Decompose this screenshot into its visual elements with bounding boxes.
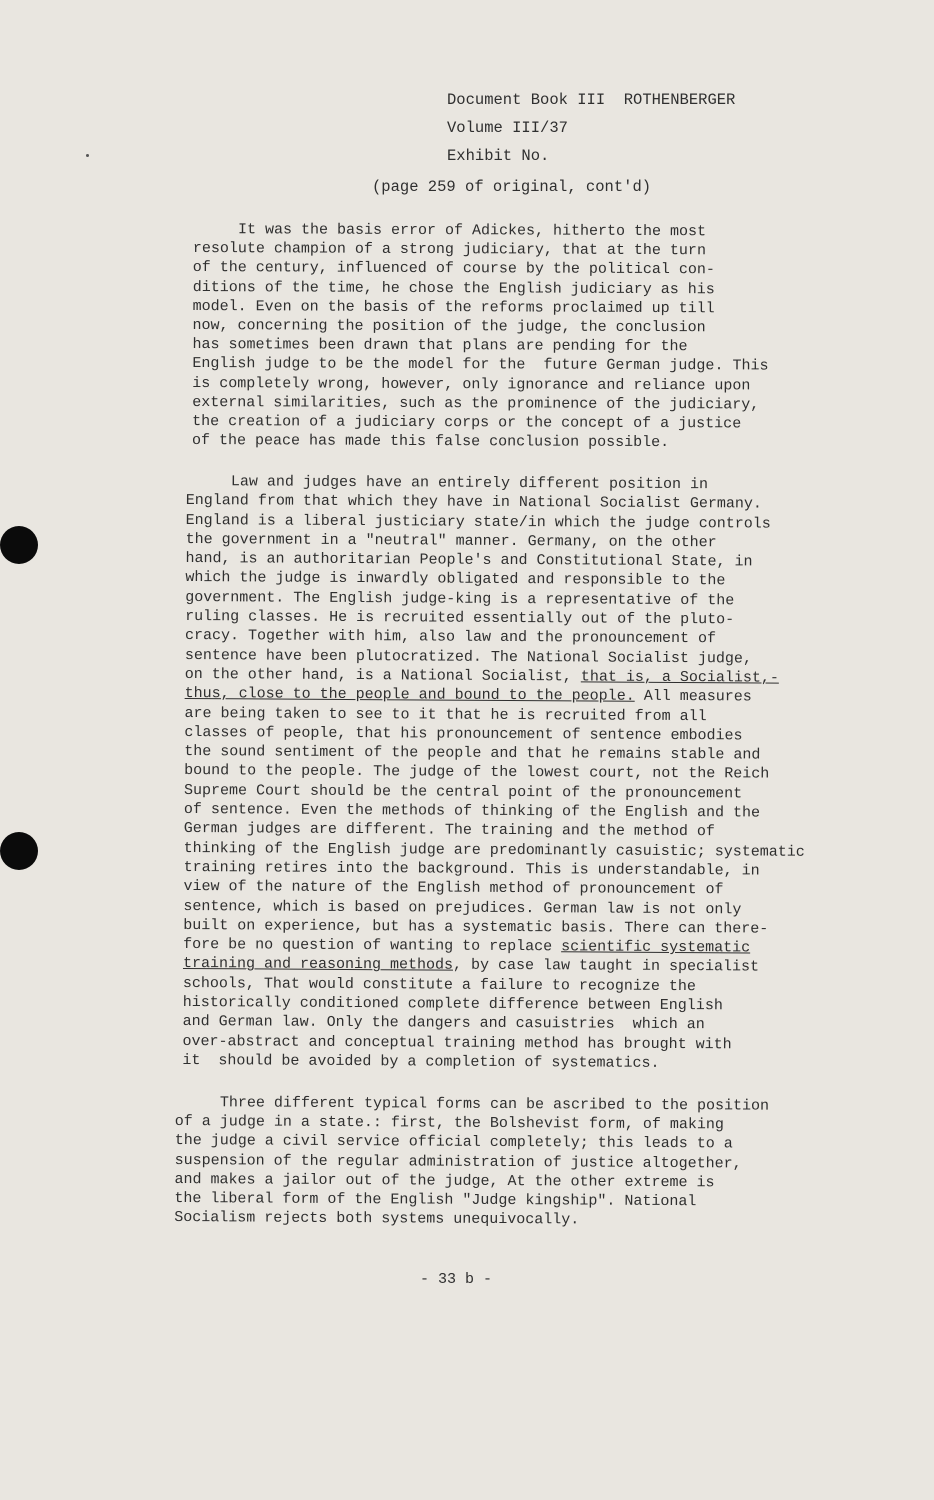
text-segment: All measures [634, 688, 752, 706]
text-line: the creation of a judiciary corps or the concept of a justice [192, 413, 742, 433]
text-line: It was the basis error of Adickes, hitherto the most [192, 220, 707, 241]
header-volume-line: Volume III/37 [447, 119, 568, 137]
text-line: schools, That would constitute a failure to recognize the [182, 974, 697, 995]
text-line: now, concerning the position of the judge, the conclusion [192, 317, 706, 337]
text-line: England from that which they have in National Socialist Germany. [185, 492, 762, 513]
text-line: Supreme Court should be the central point of the pronouncement [184, 781, 743, 803]
text-segment: fore be no question of wanting to replace [183, 936, 562, 956]
text-line: of a judge in a state.: first, the Bolshevist form, of making [174, 1113, 724, 1134]
text-line: Law and judges have an entirely different position in [185, 472, 709, 494]
document-header [447, 86, 735, 170]
text-line: model. Even on the basis of the reforms proclaimed up till [192, 297, 715, 318]
page-number: - 33 b - [420, 1271, 493, 1288]
underlined-text: training and reasoning methods [182, 955, 454, 975]
underlined-text: scientific systematic [561, 938, 751, 957]
text-line: the liberal form of the English "Judge kingship". National [174, 1190, 697, 1211]
text-line: sentence have been plutocratized. The National Socialist judge, [184, 646, 753, 668]
text-line: historically conditioned complete difference between English [182, 994, 723, 1015]
text-line: which the judge is inwardly obligated and responsible to the [185, 569, 726, 590]
text-line: Three different typical forms can be ascribed to the position [174, 1094, 770, 1115]
text-line: cracy. Together with him, also law and the pronouncement of [184, 627, 717, 648]
paragraph-3 [174, 1093, 769, 1231]
punch-hole-bottom [0, 832, 38, 870]
text-line: German judges are different. The training and the method of [183, 820, 715, 841]
text-line: training retires into the background. This is understandable, in [183, 858, 760, 880]
text-segment: on the other hand, is a National Socialist, [184, 665, 581, 686]
text-line: suspension of the regular administration of justice altogether, [174, 1151, 742, 1173]
text-line: classes of people, that his pronouncement of sentence embodies [184, 723, 743, 745]
text-line: is completely wrong, however, only ignorance and reliance upon [192, 374, 751, 395]
text-line: ditions of the time, he chose the English judiciary as his [192, 278, 715, 298]
text-line: of the century, influenced of course by the political con- [192, 259, 715, 279]
page-continuation-note: (page 259 of original, cont'd) [372, 178, 652, 196]
underlined-text: thus, close to the people and bound to the people. [184, 685, 635, 706]
text-line: of sentence. Even the methods of thinking of the English and the [183, 801, 761, 822]
text-segment: , by case law taught in specialist [452, 957, 760, 976]
text-line: ruling classes. He is recruited essentially out of the pluto- [185, 608, 735, 629]
text-line: the sound sentiment of the people and that he remains stable and [184, 743, 761, 764]
text-line: of the peace has made this false conclusion possible. [191, 432, 670, 452]
header-exhibit-line: Exhibit No. [447, 147, 550, 165]
text-line: are being taken to see to it that he is recruited from all [184, 704, 707, 725]
text-line: thinking of the English judge are predominantly casuistic; systematic [183, 839, 805, 861]
text-line: and German law. Only the dangers and casuistries which an [182, 1013, 705, 1034]
text-line: it should be avoided by a completion of systematics. [182, 1051, 660, 1072]
text-line: external similarities, such as the prominence of the judiciary, [192, 393, 760, 414]
underlined-text: that is, a Socialist,- [580, 668, 779, 687]
text-line: the government in a "neutral" manner. Germany, on the other [185, 530, 717, 552]
text-line: has sometimes been drawn that plans are pending for the [192, 336, 688, 356]
text-line: hand, is an authoritarian People's and Constitutional State, in [185, 550, 753, 571]
text-line: built on experience, but has a systematic basis. There can there- [183, 916, 769, 938]
paragraph-1 [192, 220, 769, 453]
header-book-line: Document Book III ROTHENBERGER [447, 91, 736, 109]
text-line: sentence, which is based on prejudices. German law is not only [183, 897, 742, 918]
text-line: resolute champion of a strong judiciary, that at the turn [192, 240, 707, 260]
punch-hole-top [0, 526, 38, 564]
text-line: over-abstract and conceptual training method has brought with [182, 1032, 732, 1053]
text-line: the judge a civil service official completely; this leads to a [174, 1132, 733, 1153]
text-line: English judge to be the model for the future German judge. This [192, 355, 769, 375]
text-line: view of the nature of the English method of pronouncement of [183, 878, 724, 899]
paper-speck [86, 154, 89, 157]
text-line: government. The English judge-king is a representative of the [185, 588, 735, 610]
text-line: and makes a jailor out of the judge, At the other extreme is [174, 1170, 715, 1192]
paragraph-2 [182, 472, 807, 1074]
text-line: England is a liberal justiciary state/in which the judge controls [185, 511, 771, 533]
text-line: Socialism rejects both systems unequivocally. [174, 1209, 580, 1229]
text-line: bound to the people. The judge of the lowest court, not the Reich [184, 762, 770, 784]
